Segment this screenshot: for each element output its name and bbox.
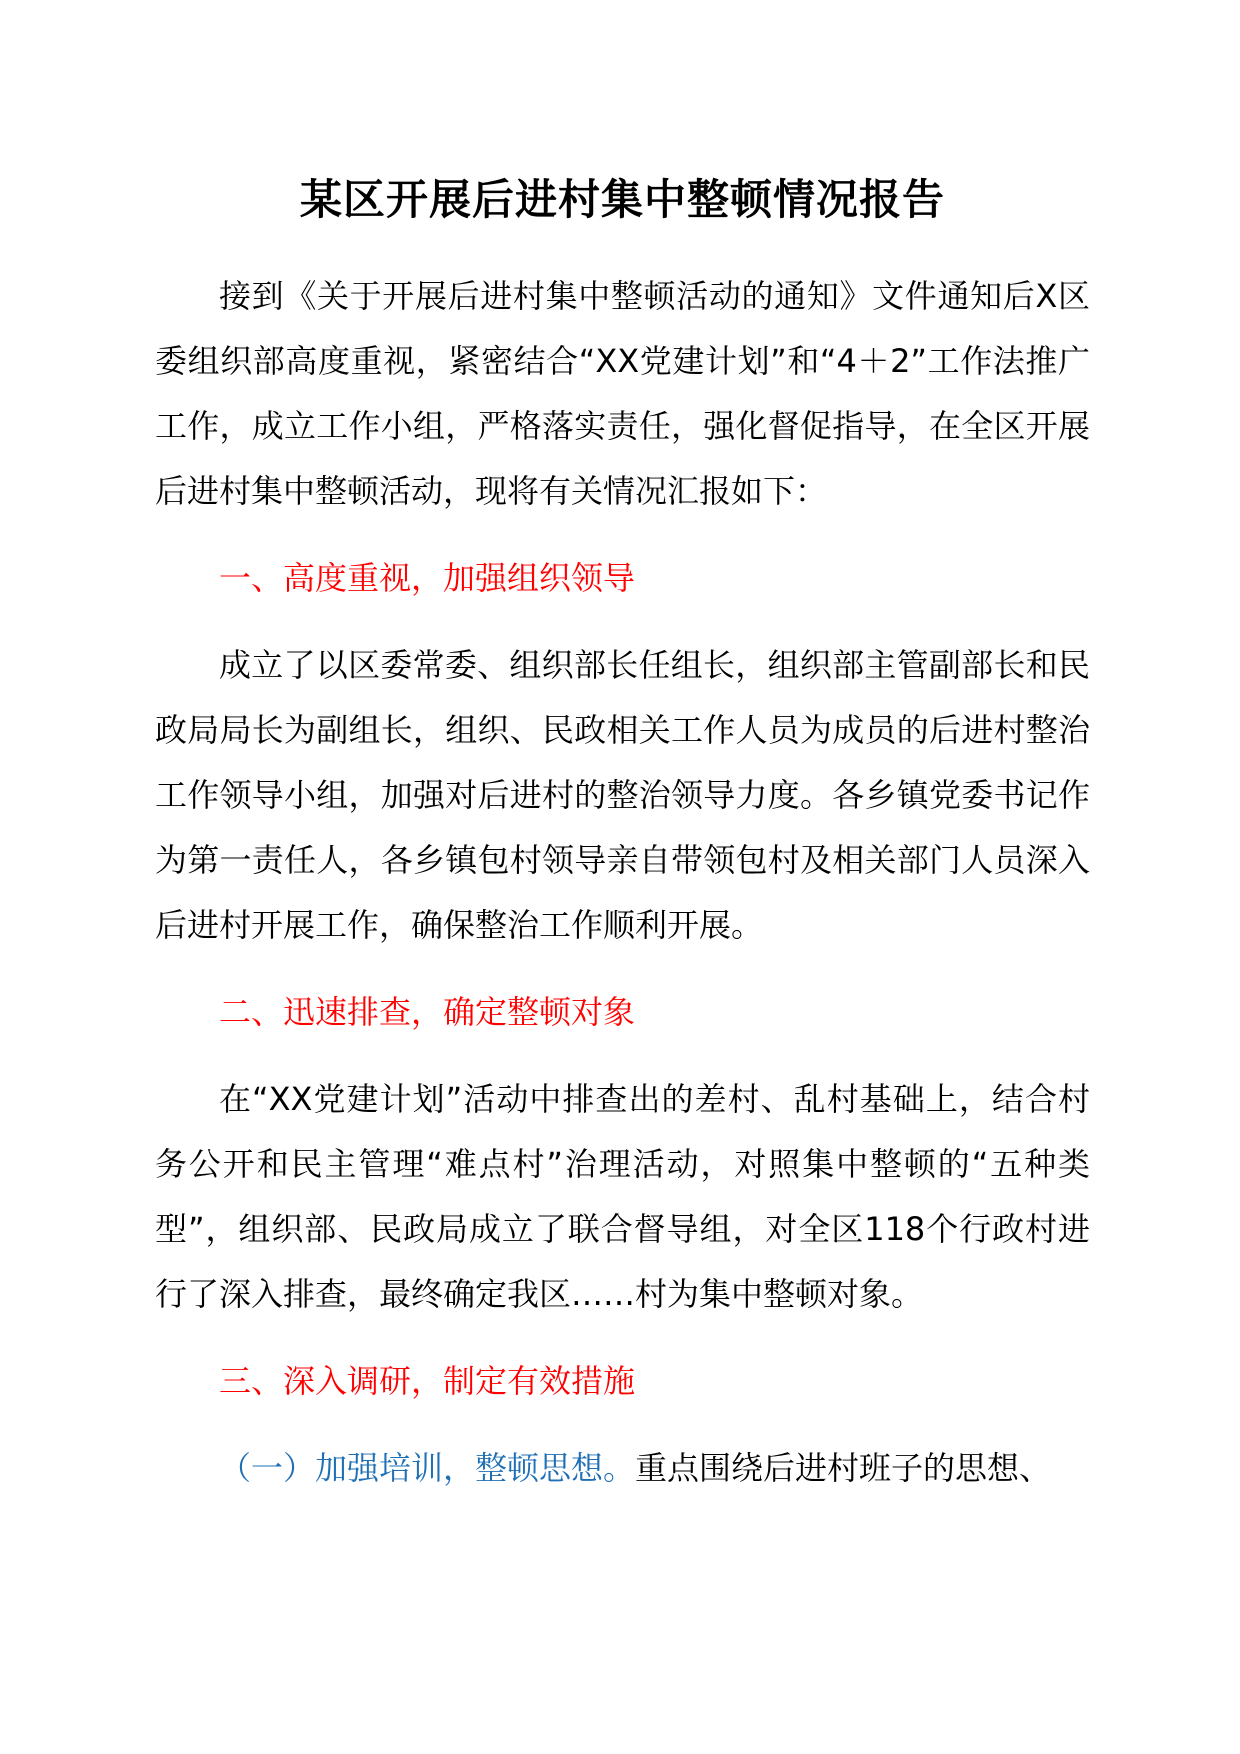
subsection-1-heading: （一）加强培训，整顿思想。 <box>219 1449 636 1487</box>
section-2-paragraph: 在“XX党建计划”活动中排查出的差村、乱村基础上，结合村务公开和民主管理“难点村”治理活动，对照集中整顿的“五种类型”，组织部、民政局成立了联合督导组，对全区118个行政村进行了深入排查，最终确定我区……村为集中整顿对象。 <box>155 1080 1090 1313</box>
document-title: 某区开展后进村集中整顿情况报告 <box>299 175 945 224</box>
section-2-heading: 二、迅速排查，确定整顿对象 <box>219 993 636 1031</box>
subsection-1-text: 重点围绕后进村班子的思想、 <box>635 1449 1052 1487</box>
section-1-heading: 一、高度重视，加强组织领导 <box>219 559 636 597</box>
section-3-paragraph <box>155 1436 1090 1501</box>
section-1-paragraph: 成立了以区委常委、组织部长任组长，组织部主管副部长和民政局局长为副组长，组织、民政相关工作人员为成员的后进村整治工作领导小组，加强对后进村的整治领导力度。各乡镇党委书记作为第一责任人，各乡镇包村领导亲自带领包村及相关部门人员深入后进村开展工作，确保整治工作顺利开展。 <box>155 646 1090 944</box>
section-3-heading: 三、深入调研，制定有效措施 <box>219 1362 636 1400</box>
intro-paragraph: 接到《关于开展后进村集中整顿活动的通知》文件通知后X区委组织部高度重视，紧密结合“XX党建计划”和“4＋2”工作法推广工作，成立工作小组，严格落实责任，强化督促指导，在全区开展后进村集中整顿活动，现将有关情况汇报如下： <box>155 277 1090 510</box>
